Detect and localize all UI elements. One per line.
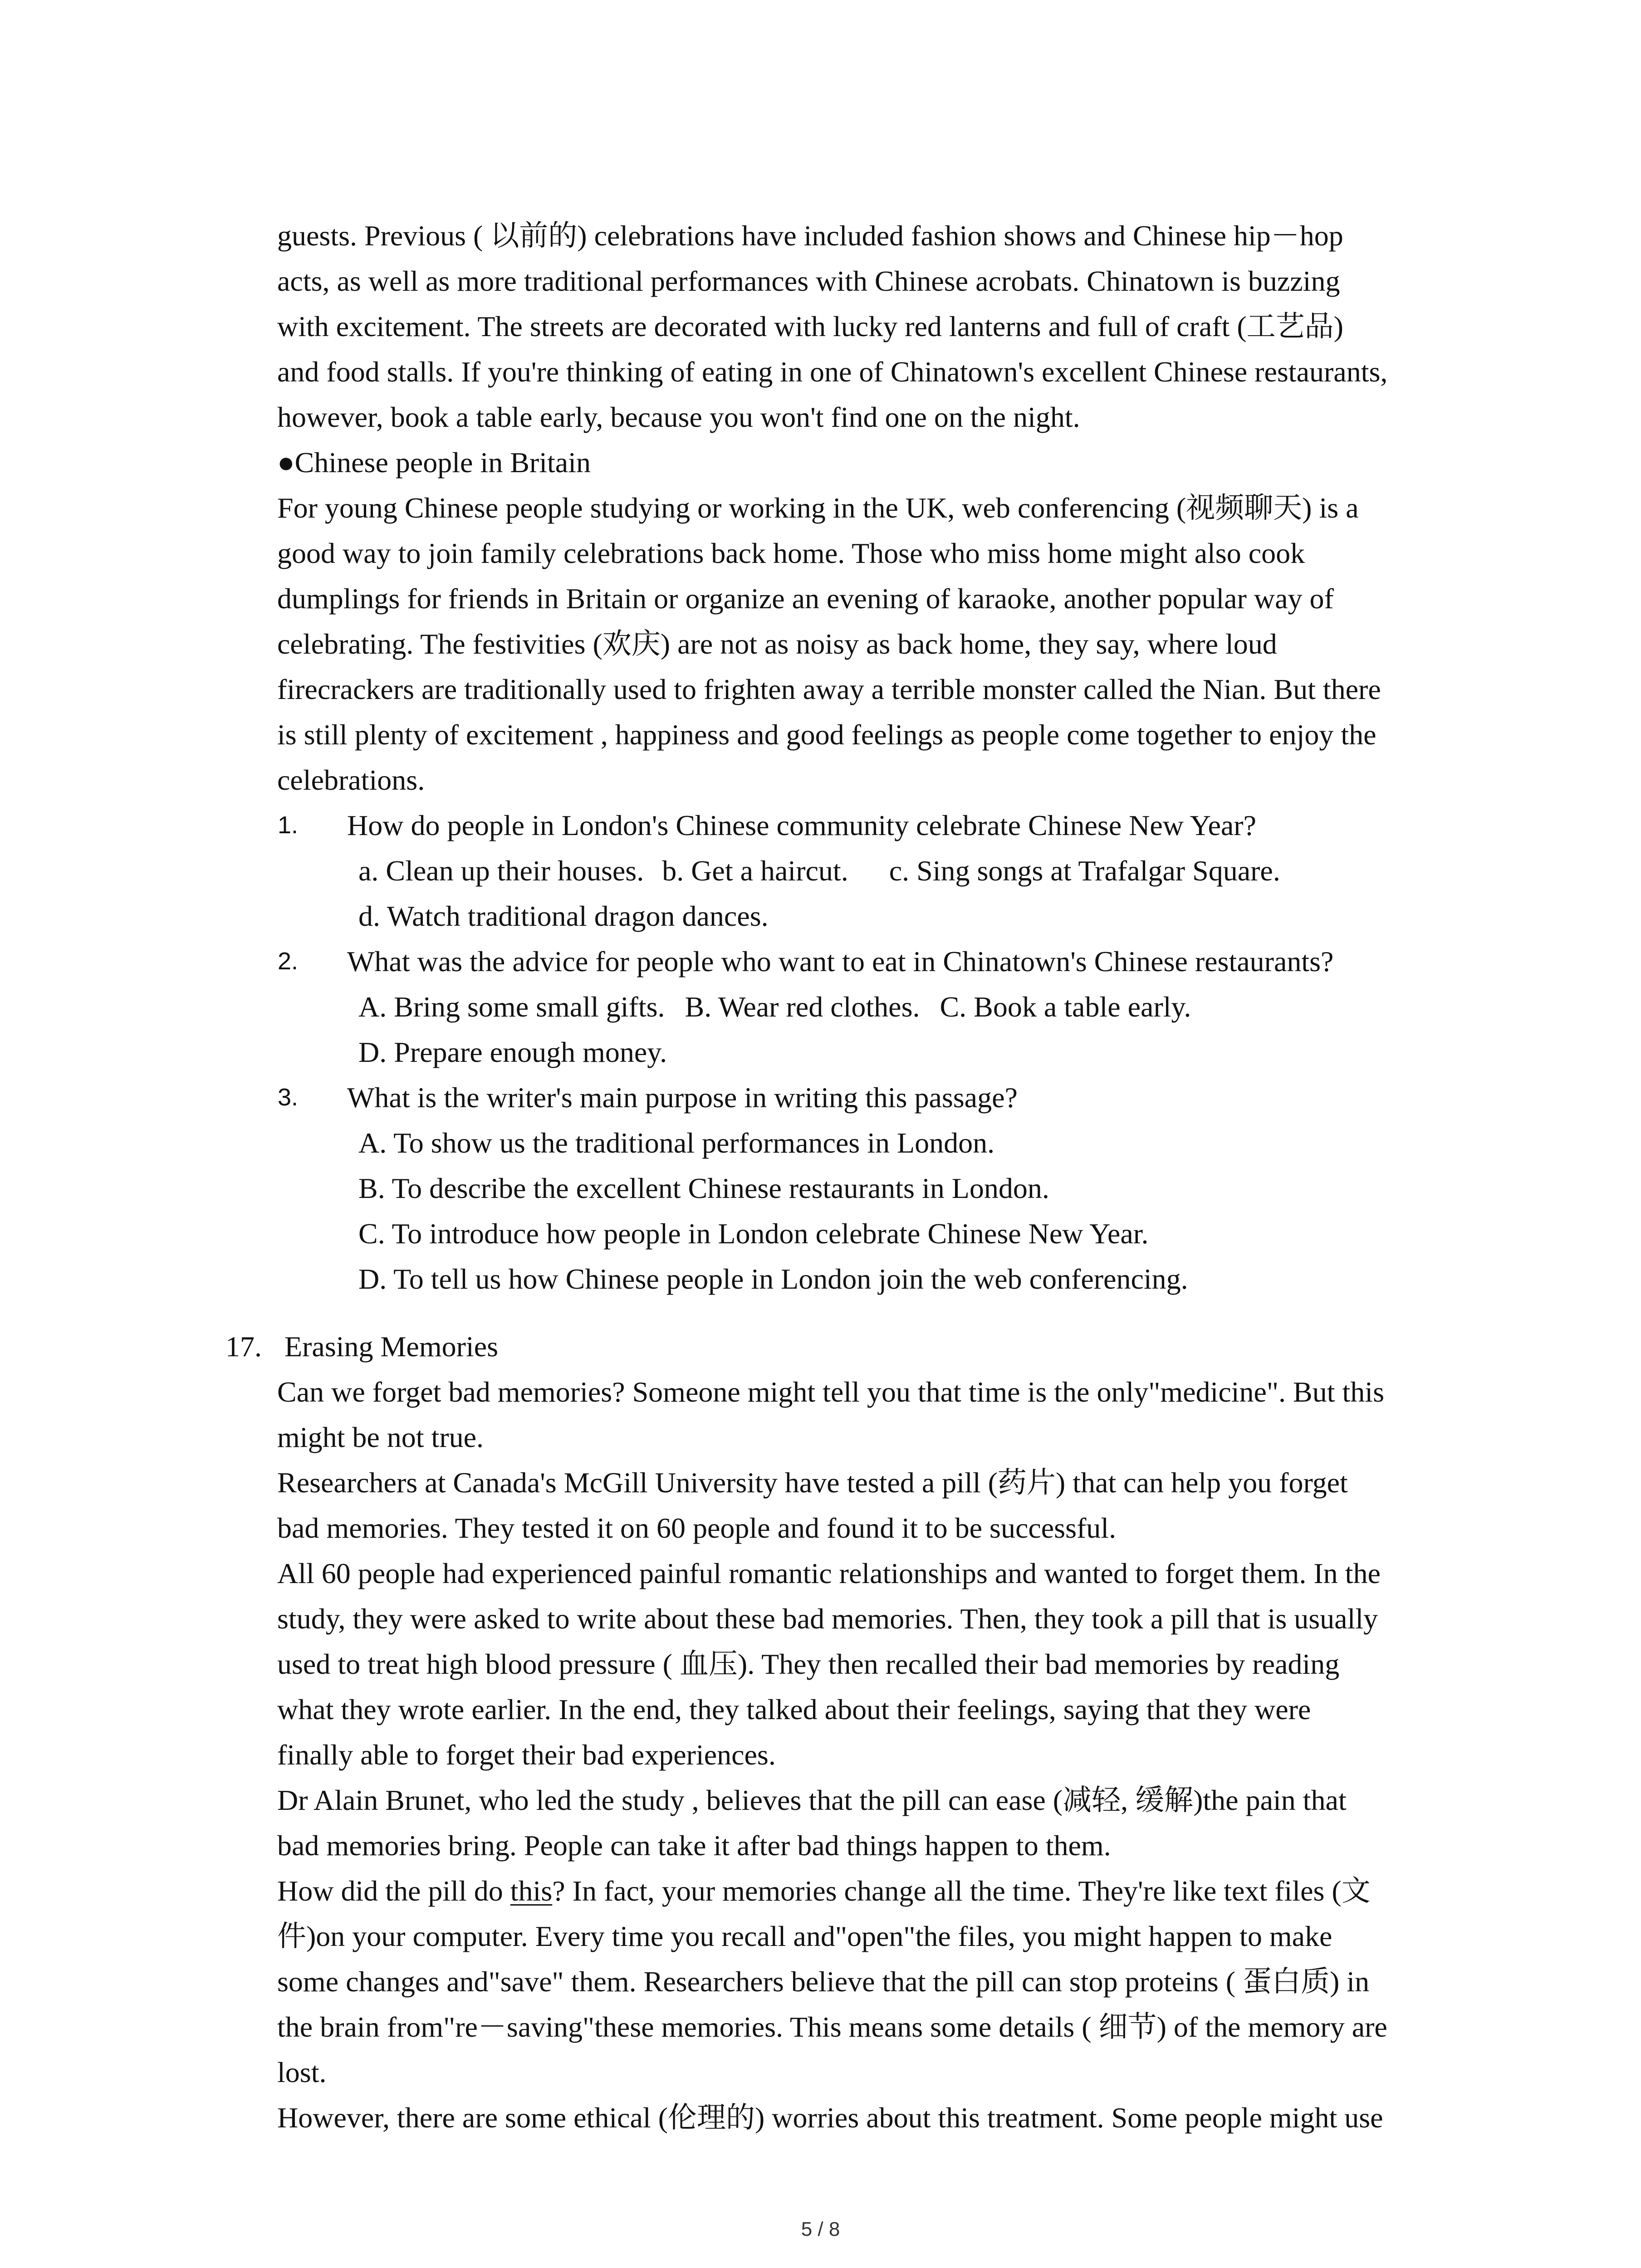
passage16-line: celebrating. The festivities (欢庆) are not as noisy as back home, they say, where loud xyxy=(277,628,1277,660)
passage16-line: celebrations. xyxy=(277,764,425,796)
passage17-line: used to treat high blood pressure ( 血压). They then recalled their bad memories by reading xyxy=(277,1648,1340,1680)
passage16-line: good way to join family celebrations back home. Those who miss home might also cook xyxy=(277,537,1305,569)
passage16-line: guests. Previous ( 以前的) celebrations have included fashion shows and Chinese hip－hop xyxy=(277,220,1343,252)
passage17-line: the brain from"re－saving"these memories. This means some details ( 细节) of the memory are xyxy=(277,2011,1387,2043)
passage17-line: bad memories bring. People can take it after bad things happen to them. xyxy=(277,1829,1111,1862)
option[interactable]: b. Get a haircut. xyxy=(662,855,848,887)
passage-number: 17. xyxy=(225,1330,262,1363)
passage16-line: with excitement. The streets are decorated with lucky red lanterns and full of craft (工艺品) xyxy=(277,310,1343,342)
option[interactable]: B. Wear red clothes. xyxy=(685,991,920,1023)
option[interactable]: A. To show us the traditional performances in London. xyxy=(358,1127,995,1159)
option[interactable]: D. To tell us how Chinese people in London join the web conferencing. xyxy=(358,1263,1188,1295)
passage17-line xyxy=(277,1877,1371,1906)
passage16-line: For young Chinese people studying or working in the UK, web conferencing (视频聊天) is a xyxy=(277,492,1359,524)
option[interactable]: c. Sing songs at Trafalgar Square. xyxy=(889,855,1280,887)
passage16-line: and food stalls. If you're thinking of eating in one of Chinatown's excellent Chinese restaurants, xyxy=(277,356,1388,388)
option-line xyxy=(358,1265,1188,1294)
option-line xyxy=(358,1219,1149,1248)
question-number: 3. xyxy=(278,1084,299,1111)
option-line xyxy=(358,1174,1049,1203)
passage16-line: firecrackers are traditionally used to frighten away a terrible monster called the Nian. But there xyxy=(277,673,1381,705)
page-number: 5 / 8 xyxy=(801,2218,840,2240)
option-line xyxy=(358,992,1191,1022)
option[interactable]: D. Prepare enough money. xyxy=(358,1036,667,1068)
option[interactable]: d. Watch traditional dragon dances. xyxy=(358,900,769,932)
passage17-line: 件)on your computer. Every time you recall and"open"the files, you might happen to make xyxy=(277,1920,1332,1952)
section-heading: ●Chinese people in Britain xyxy=(277,446,591,479)
option[interactable]: A. Bring some small gifts. xyxy=(358,991,665,1023)
passage17-line: study, they were asked to write about these bad memories. Then, they took a pill that is usually xyxy=(277,1603,1378,1635)
option[interactable]: a. Clean up their houses. xyxy=(358,855,644,887)
text-span: ? In fact, your memories change all the time. They're like text files (文 xyxy=(552,1875,1371,1907)
passage17-line: some changes and"save" them. Researchers believe that the pill can stop proteins ( 蛋白质) in xyxy=(277,1965,1370,1998)
option[interactable]: C. To introduce how people in London celebrate Chinese New Year. xyxy=(358,1217,1149,1250)
passage17-line: finally able to forget their bad experiences. xyxy=(277,1739,776,1771)
underlined-word: this xyxy=(510,1875,553,1907)
passage-title: Erasing Memories xyxy=(284,1330,498,1363)
text-span: How did the pill do xyxy=(277,1875,510,1907)
passage17-line: what they wrote earlier. In the end, they talked about their feelings, saying that they were xyxy=(277,1693,1311,1725)
question-text: How do people in London's Chinese community celebrate Chinese New Year? xyxy=(347,809,1256,841)
question-number: 1. xyxy=(278,811,299,839)
passage17-line: Researchers at Canada's McGill University have tested a pill (药片) that can help you forget xyxy=(277,1466,1348,1499)
passage17-line: Can we forget bad memories? Someone might tell you that time is the only"medicine". But this xyxy=(277,1376,1384,1408)
passage17-line: Dr Alain Brunet, who led the study , believes that the pill can ease (减轻, 缓解)the pain that xyxy=(277,1784,1347,1816)
option[interactable]: B. To describe the excellent Chinese restaurants in London. xyxy=(358,1172,1049,1204)
passage17-line: might be not true. xyxy=(277,1421,484,1453)
passage16-line: however, book a table early, because you won't find one on the night. xyxy=(277,401,1080,433)
option[interactable]: C. Book a table early. xyxy=(940,991,1191,1023)
passage16-line: dumplings for friends in Britain or organize an evening of karaoke, another popular way of xyxy=(277,582,1334,615)
passage16-line: is still plenty of excitement , happiness and good feelings as people come together to enjoy the xyxy=(277,719,1376,751)
question-text: What is the writer's main purpose in writing this passage? xyxy=(347,1081,1018,1114)
passage17-line: However, there are some ethical (伦理的) worries about this treatment. Some people might use xyxy=(277,2102,1383,2134)
passage17-line: lost. xyxy=(277,2056,327,2088)
passage17-line: All 60 people had experienced painful romantic relationships and wanted to forget them. In the xyxy=(277,1557,1381,1589)
passage16-line: acts, as well as more traditional performances with Chinese acrobats. Chinatown is buzzing xyxy=(277,265,1340,297)
passage17-line: bad memories. They tested it on 60 people and found it to be successful. xyxy=(277,1512,1117,1544)
option-line xyxy=(358,1038,667,1067)
option-line xyxy=(358,902,769,931)
option-line xyxy=(358,856,1280,885)
option-line xyxy=(358,1129,994,1158)
question-text: What was the advice for people who want to eat in Chinatown's Chinese restaurants? xyxy=(347,945,1334,978)
question-number: 2. xyxy=(278,948,299,975)
